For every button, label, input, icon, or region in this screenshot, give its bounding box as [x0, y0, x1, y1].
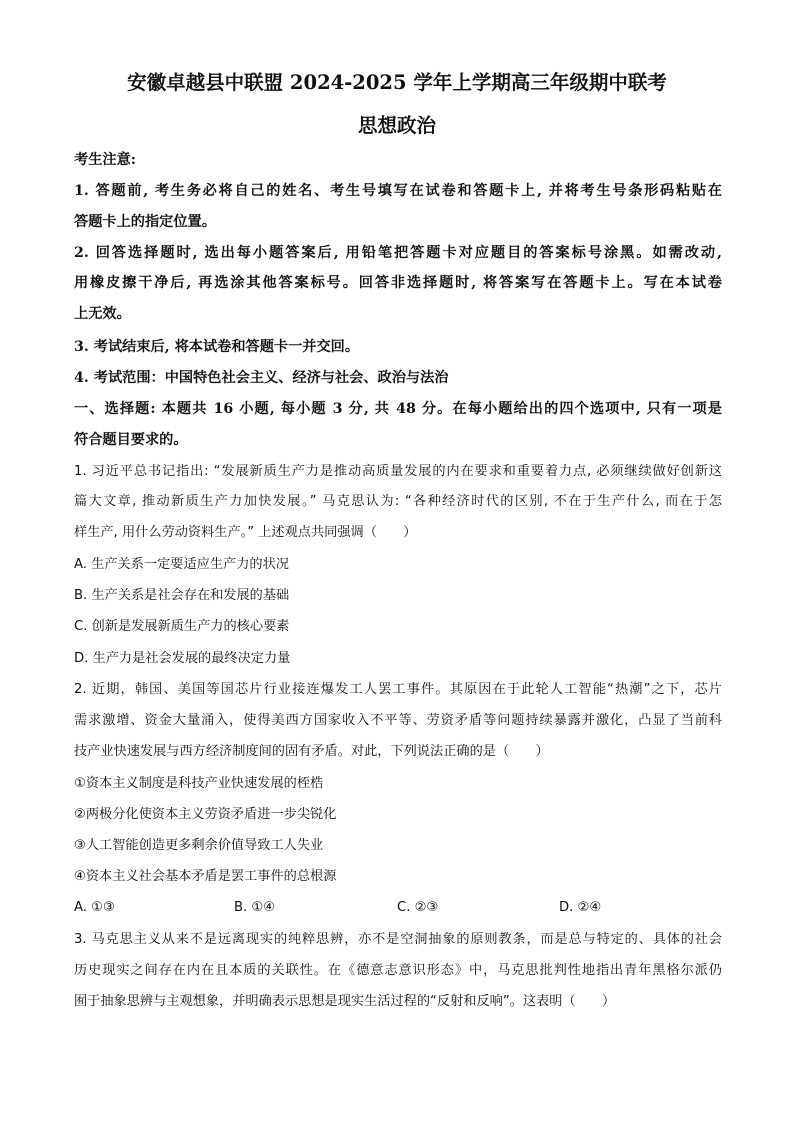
q2-option-c: C. ②③ [397, 900, 439, 915]
q1-option-c: C. 创新是发展新质生产力的核心要素 [74, 619, 290, 634]
q3-stem-line-2: 历史现实之间存在内在且本质的关联性。在《德意志意识形态》中，马克思批判性地指出青年黑格尔派仍 [74, 963, 722, 978]
q1-stem-line-1: 1. 习近平总书记指出: “发展新质生产力是推动高质量发展的内在要求和重要着力点, 必须继续做好创新这 [74, 464, 722, 479]
q2-stem-line-2: 需求激增、资金大量涌入，使得美西方国家收入不平等、劳资矛盾等问题持续暴露并激化，凸显了当前科 [74, 713, 722, 728]
q2-option-d: D. ②④ [559, 900, 602, 915]
notice-item-1-line-1: 1. 答题前, 考生务必将自己的姓名、考生号填写在试卷和答题卡上, 并将考生号条形码粘贴在 [74, 183, 722, 199]
notice-item-1-line-2: 答题卡上的指定位置。 [74, 214, 216, 230]
q2-stem-line-3: 技产业快速发展与西方经济制度间的固有矛盾。对此，下列说法正确的是（ ） [74, 744, 549, 759]
notice-item-2-line-2: 用橡皮擦干净后, 再选涂其他答案标号。回答非选择题时, 将答案写在答题卡上。写在本试卷 [74, 275, 722, 291]
notice-item-4: 4. 考试范围：中国特色社会主义、经济与社会、政治与法治 [74, 370, 449, 386]
section-1-line-2: 符合题目要求的。 [74, 432, 188, 448]
q2-statement-1: ①资本主义制度是科技产业快速发展的桎梏 [74, 776, 324, 791]
q3-stem-line-3: 囿于抽象思辨与主观想象，并明确表示思想是现实生活过程的“反射和反响”。这表明（ ） [74, 994, 616, 1009]
q2-option-b: B. ①④ [234, 900, 276, 915]
section-1-line-1: 一、选择题: 本题共 16 小题, 每小题 3 分, 共 48 分。在每小题给出的四个选项中, 只有一项是 [74, 401, 722, 417]
q2-statement-4: ④资本主义社会基本矛盾是罢工事件的总根源 [74, 869, 337, 884]
q2-statement-3: ③人工智能创造更多剩余价值导致工人失业 [74, 838, 324, 853]
notice-item-2-line-3: 上无效。 [74, 306, 131, 322]
subject-title: 思想政治 [357, 114, 436, 137]
q1-option-a: A. 生产关系一定要适应生产力的状况 [74, 557, 289, 572]
q3-stem-line-1: 3. 马克思主义从来不是远离现实的纯粹思辨，亦不是空洞抽象的原则教条，而是总与特定的、具体的社会 [74, 932, 722, 947]
notice-item-2-line-1: 2. 回答选择题时, 选出每小题答案后, 用铅笔把答题卡对应题目的答案标号涂黑。如需改动, [74, 245, 722, 261]
notice-heading: 考生注意: [74, 152, 136, 168]
q2-statement-2: ②两极分化使资本主义劳资矛盾进一步尖锐化 [74, 807, 337, 822]
notice-item-3: 3. 考试结束后, 将本试卷和答题卡一并交回。 [74, 339, 360, 355]
q1-stem-line-3: 样生产, 用什么劳动资料生产。” 上述观点共同强调（ ） [74, 525, 417, 540]
q2-option-a: A. ①③ [74, 900, 115, 915]
q2-stem-line-1: 2. 近期，韩国、美国等国芯片行业接连爆发工人罢工事件。其原因在于此轮人工智能“热潮”之下，芯片 [74, 682, 722, 697]
q2-options-row [74, 898, 722, 918]
q1-option-b: B. 生产关系是社会存在和发展的基础 [74, 588, 290, 603]
q1-option-d: D. 生产力是社会发展的最终决定力量 [74, 651, 291, 666]
q1-stem-line-2: 篇大文章, 推动新质生产力加快发展。” 马克思认为: “各种经济时代的区别, 不在于生产什么, 而在于怎 [74, 494, 722, 509]
exam-title: 安徽卓越县中联盟 2024-2025 学年上学期高三年级期中联考 [127, 71, 667, 94]
